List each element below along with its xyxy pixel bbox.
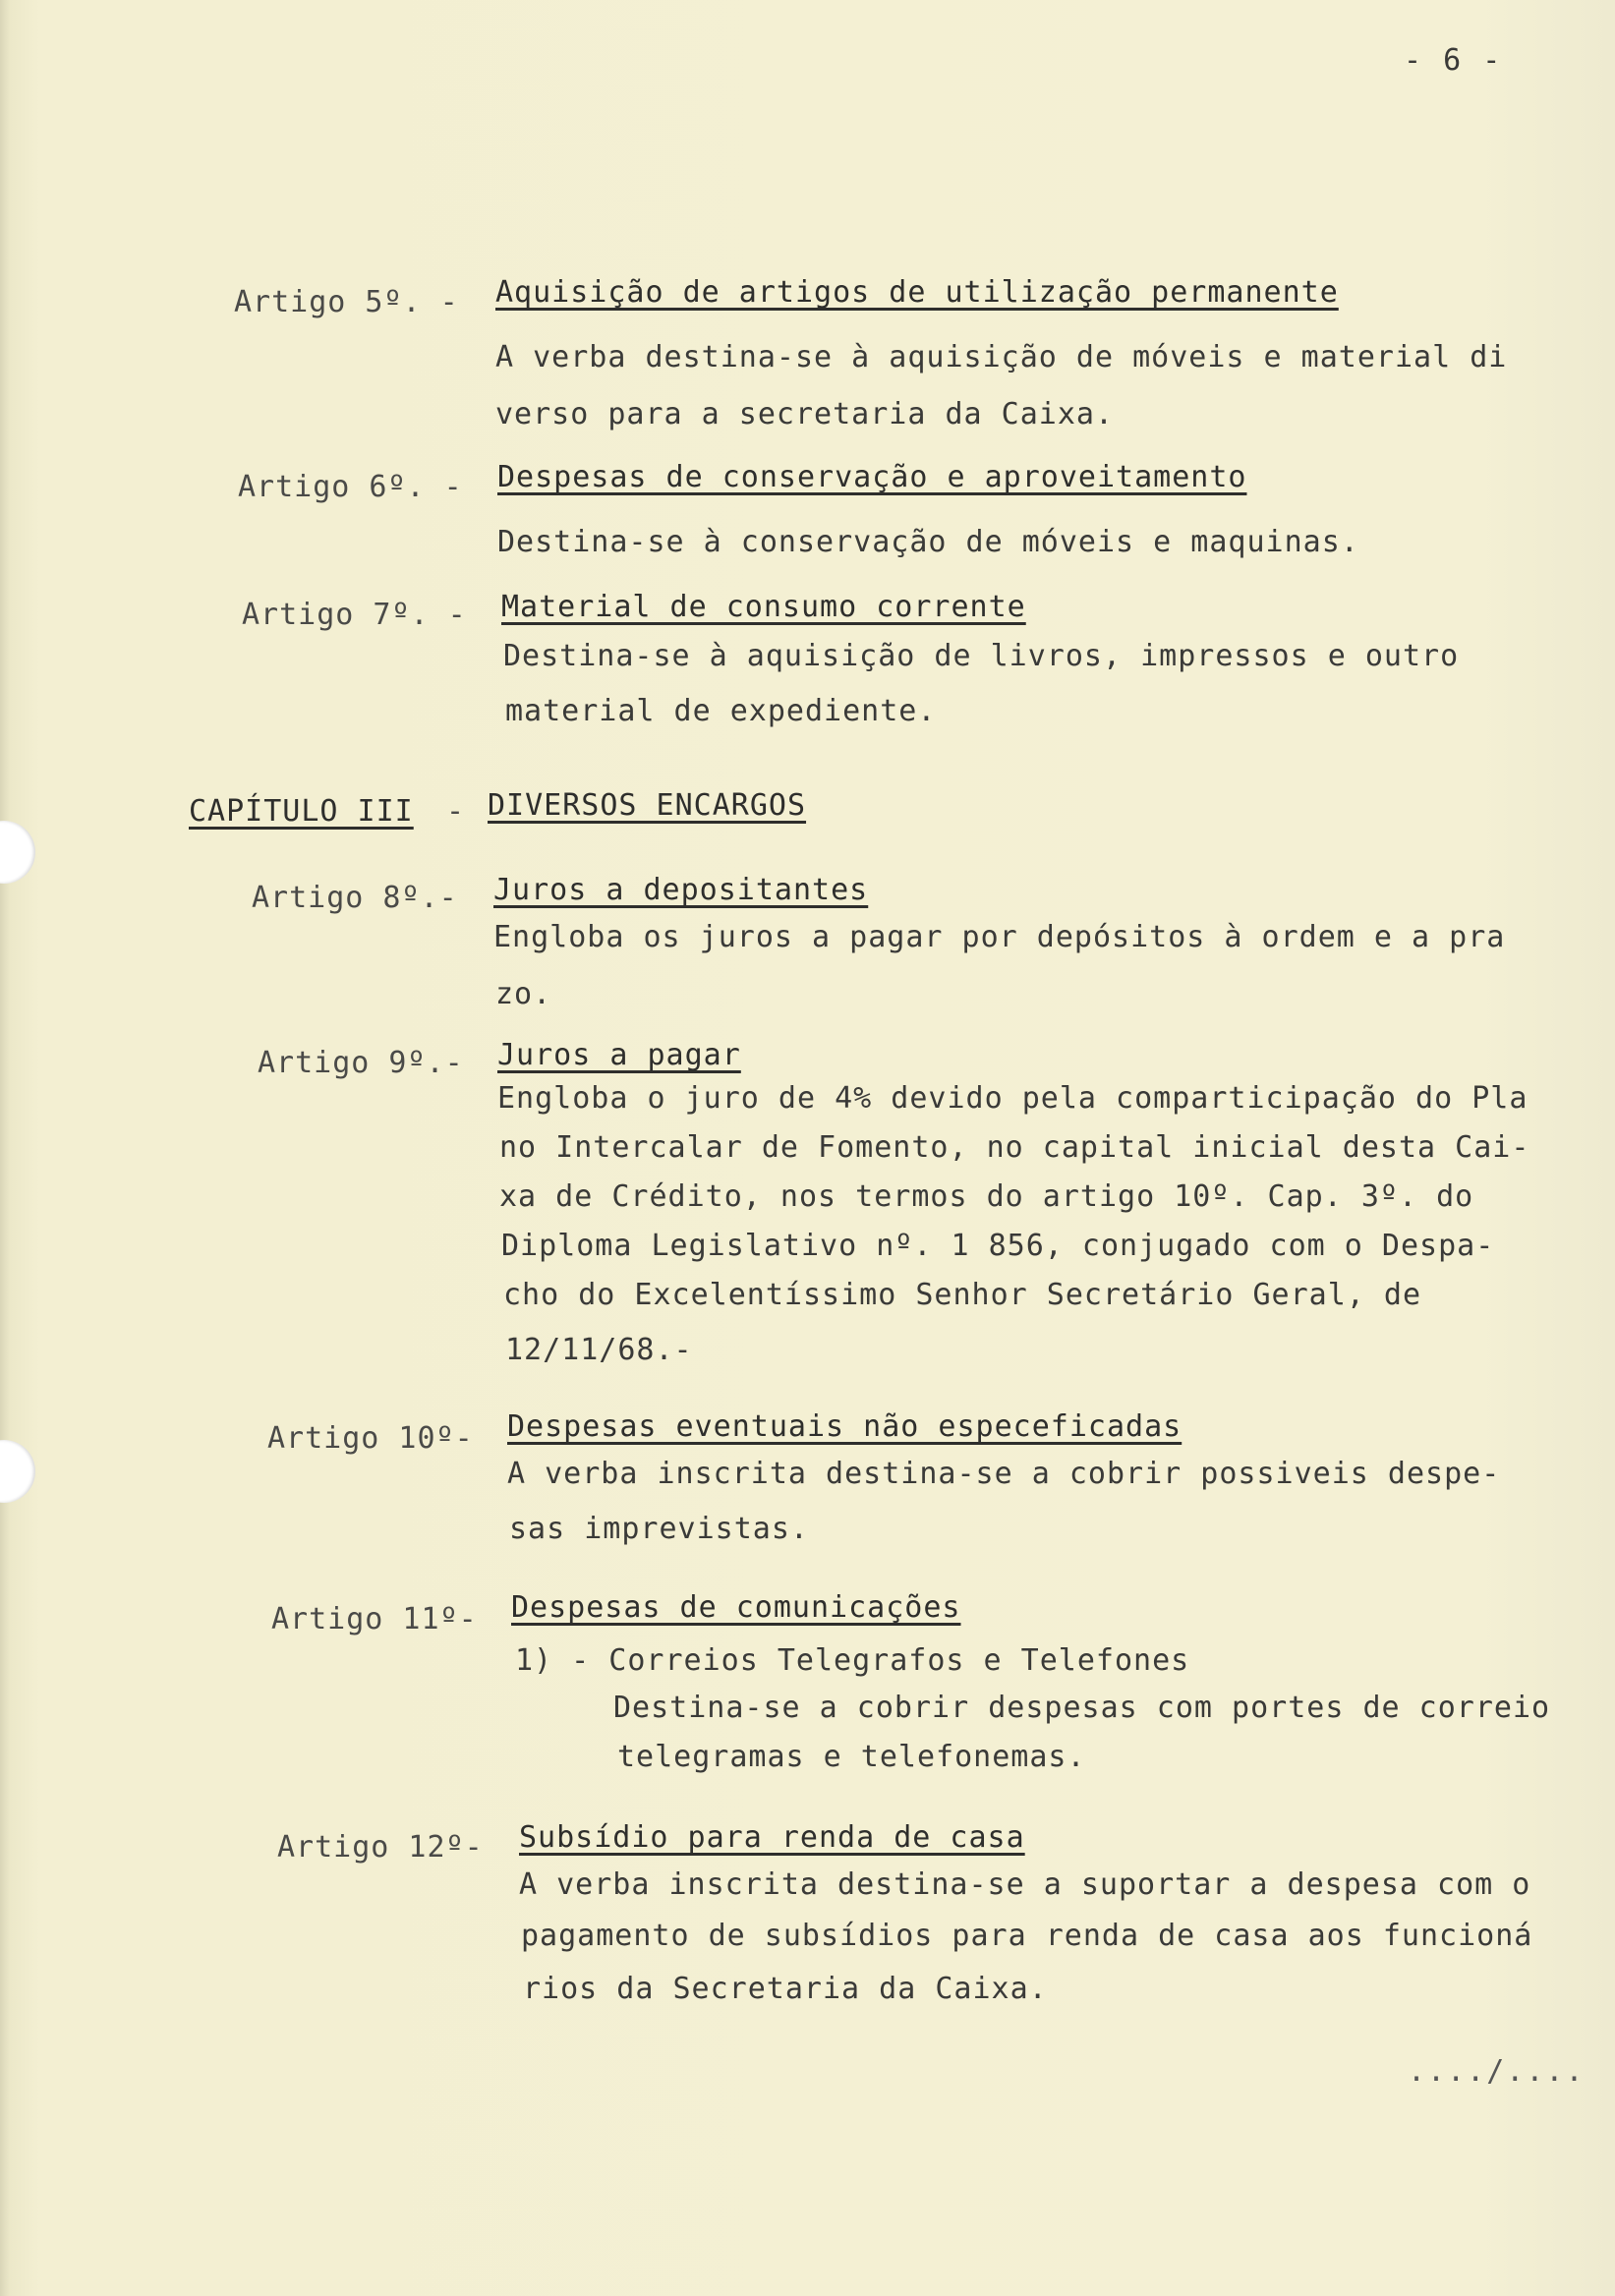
article-11-label: Artigo 11º- (271, 1602, 478, 1636)
punch-hole (0, 1440, 35, 1503)
article-7-line: Destina-se à aquisição de livros, impressos e outro (503, 639, 1460, 673)
chapter-separator: - (446, 794, 466, 829)
article-5-line: verso para a secretaria da Caixa. (495, 397, 1115, 431)
article-11-item: 1) - Correios Telegrafos e Telefones (515, 1643, 1190, 1678)
page-number: - 6 - (1404, 43, 1503, 78)
article-10-line: A verba inscrita destina-se a cobrir possiveis despe- (507, 1457, 1501, 1491)
article-6-heading: Despesas de conservação e aproveitamento (497, 460, 1247, 494)
punch-hole (0, 821, 35, 884)
article-8-heading: Juros a depositantes (493, 873, 869, 907)
article-12-line: pagamento de subsídios para renda de casa aos funcioná (521, 1919, 1533, 1953)
article-9-line: no Intercalar de Fomento, no capital inicial desta Cai- (499, 1130, 1530, 1165)
article-9-heading: Juros a pagar (497, 1038, 741, 1072)
article-7-heading: Material de consumo corrente (501, 590, 1026, 624)
article-10-label: Artigo 10º- (267, 1421, 474, 1456)
article-9-label: Artigo 9º.- (258, 1046, 464, 1080)
article-12-line: A verba inscrita destina-se a suportar a despesa com o (519, 1867, 1531, 1902)
article-9-line: Engloba o juro de 4% devido pela comparticipação do Pla (497, 1081, 1528, 1116)
article-12-heading: Subsídio para renda de casa (519, 1820, 1025, 1855)
article-11-line: telegramas e telefonemas. (617, 1740, 1086, 1774)
article-8-line: zo. (495, 977, 552, 1011)
article-7-label: Artigo 7º. - (242, 598, 467, 632)
article-12-label: Artigo 12º- (277, 1830, 484, 1865)
article-11-heading: Despesas de comunicações (511, 1590, 961, 1625)
article-7-line: material de expediente. (505, 694, 937, 728)
chapter-title: DIVERSOS ENCARGOS (488, 788, 807, 823)
article-11-line: Destina-se a cobrir despesas com portes de correio (613, 1691, 1551, 1725)
article-6-label: Artigo 6º. - (238, 470, 463, 504)
article-10-heading: Despesas eventuais não especeficadas (507, 1409, 1182, 1444)
article-9-line: cho do Excelentíssimo Senhor Secretário Geral, de (503, 1278, 1422, 1312)
article-6-line: Destina-se à conservação de móveis e maquinas. (497, 525, 1359, 559)
chapter-label: CAPÍTULO III (189, 794, 414, 829)
continuation-mark: ..../.... (1408, 2054, 1586, 2089)
article-9-line: Diploma Legislativo nº. 1 856, conjugado com o Despa- (501, 1229, 1495, 1263)
article-9-line: xa de Crédito, nos termos do artigo 10º. Cap. 3º. do (499, 1179, 1474, 1214)
article-8-line: Engloba os juros a pagar por depósitos à ordem e a pra (493, 920, 1506, 954)
article-9-line: 12/11/68.- (505, 1333, 693, 1367)
article-5-line: A verba destina-se à aquisição de móveis e material di (495, 340, 1508, 374)
article-5-heading: Aquisição de artigos de utilização permanente (495, 275, 1339, 310)
article-12-line: rios da Secretaria da Caixa. (523, 1972, 1048, 2006)
article-10-line: sas imprevistas. (509, 1512, 809, 1546)
article-5-label: Artigo 5º. - (234, 285, 459, 319)
article-8-label: Artigo 8º.- (252, 881, 458, 915)
